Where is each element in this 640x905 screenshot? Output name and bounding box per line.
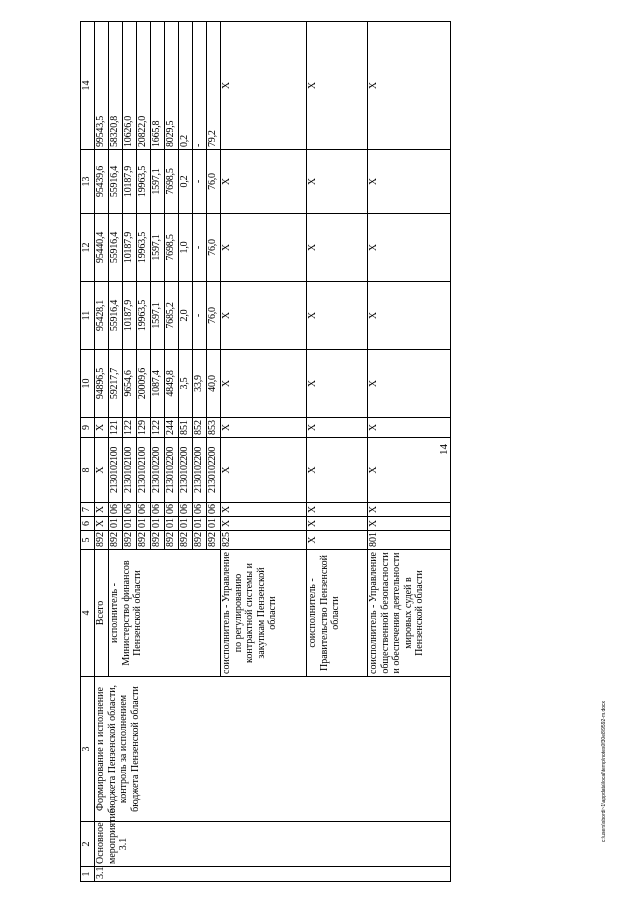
- cell-rz: 01: [207, 517, 221, 531]
- cell-grbs: 892: [123, 531, 137, 550]
- cell-rz: 01: [123, 517, 137, 531]
- cell-csr: X: [368, 438, 451, 503]
- cell-value: 7685,2: [165, 282, 179, 350]
- cell-value: 19963,5: [137, 214, 151, 282]
- cell-vr: X: [95, 418, 109, 438]
- cell-value: X: [368, 282, 451, 350]
- cell-value: 1087,4: [151, 350, 165, 418]
- cell-value: 19963,5: [137, 150, 151, 214]
- cell-vr: X: [221, 418, 307, 438]
- cell-value: 55916,4: [109, 282, 123, 350]
- cell-pr: 06: [165, 503, 179, 517]
- header-col-5: 5: [81, 531, 95, 550]
- cell-value: X: [368, 214, 451, 282]
- cell-csr: 2130102200: [193, 438, 207, 503]
- cell-rz: 01: [179, 517, 193, 531]
- cell-value: 10626,0: [123, 22, 137, 150]
- cell-rz: X: [95, 517, 109, 531]
- cell-value: -: [193, 22, 207, 150]
- cell-rz: 01: [109, 517, 123, 531]
- cell-value: 1665,8: [151, 22, 165, 150]
- cell-value: 95439,6: [95, 150, 109, 214]
- footer-file-path: c:\users\sbordi~1\appdata\local\temp\notes0f30e8\9592-m.docx: [601, 700, 607, 842]
- cell-value: 7698,5: [165, 150, 179, 214]
- cell-value: 76,0: [207, 150, 221, 214]
- cell-value: 59217,7: [109, 350, 123, 418]
- cell-vr: 121: [109, 418, 123, 438]
- activity-name: Формирование и исполнение бюджета Пензенской области, контроль за исполнением бюджета Пензенской области: [95, 677, 451, 822]
- cell-pr: 06: [207, 503, 221, 517]
- cell-grbs: 801: [368, 531, 451, 550]
- cell-pr: 06: [179, 503, 193, 517]
- cell-rz: X: [307, 517, 368, 531]
- cell-csr: X: [307, 438, 368, 503]
- cell-value: 95428,1: [95, 282, 109, 350]
- total-label: Всего: [95, 550, 109, 677]
- header-col-13: 13: [81, 150, 95, 214]
- cell-rz: 01: [193, 517, 207, 531]
- coexecutor-label: соисполнитель - Управление по регулированию контрактной системы и закупкам Пензенской области: [221, 550, 307, 677]
- header-col-2: 2: [81, 822, 95, 867]
- cell-rz: X: [368, 517, 451, 531]
- cell-grbs: 825: [221, 531, 307, 550]
- header-col-14: 14: [81, 22, 95, 150]
- cell-vr: X: [307, 418, 368, 438]
- cell-pr: 06: [193, 503, 207, 517]
- coexecutor-label: соисполнитель - Управление общественной безопасности и обеспечения деятельности мировых судей в Пензенской области: [368, 550, 451, 677]
- cell-vr: X: [368, 418, 451, 438]
- cell-rz: X: [221, 517, 307, 531]
- cell-vr: 852: [193, 418, 207, 438]
- cell-rz: 01: [165, 517, 179, 531]
- cell-value: 55916,4: [109, 150, 123, 214]
- cell-pr: 06: [151, 503, 165, 517]
- cell-grbs: 892: [193, 531, 207, 550]
- cell-grbs: X: [307, 531, 368, 550]
- header-col-4: 4: [81, 550, 95, 677]
- cell-value: 40,0: [207, 350, 221, 418]
- cell-value: -: [193, 282, 207, 350]
- cell-value: 1597,1: [151, 214, 165, 282]
- cell-value: -: [193, 150, 207, 214]
- cell-value: 1597,1: [151, 150, 165, 214]
- cell-value: 10187,9: [123, 282, 137, 350]
- header-col-3: 3: [81, 677, 95, 822]
- cell-value: X: [307, 22, 368, 150]
- cell-value: 33,9: [193, 350, 207, 418]
- cell-pr: X: [368, 503, 451, 517]
- cell-value: X: [221, 150, 307, 214]
- cell-pr: X: [221, 503, 307, 517]
- cell-vr: 244: [165, 418, 179, 438]
- cell-csr: 2130102200: [151, 438, 165, 503]
- column-number-row: [81, 22, 95, 882]
- cell-vr: 853: [207, 418, 221, 438]
- cell-csr: 2130102200: [165, 438, 179, 503]
- cell-grbs: 892: [165, 531, 179, 550]
- cell-value: X: [221, 214, 307, 282]
- cell-value: 76,0: [207, 282, 221, 350]
- cell-vr: 851: [179, 418, 193, 438]
- cell-pr: 06: [137, 503, 151, 517]
- cell-value: 76,0: [207, 214, 221, 282]
- header-col-11: 11: [81, 282, 95, 350]
- cell-grbs: 892: [179, 531, 193, 550]
- cell-value: 0,2: [179, 150, 193, 214]
- header-col-7: 7: [81, 503, 95, 517]
- cell-csr: X: [95, 438, 109, 503]
- header-col-6: 6: [81, 517, 95, 531]
- cell-value: X: [221, 22, 307, 150]
- cell-grbs: 892: [137, 531, 151, 550]
- cell-pr: 06: [109, 503, 123, 517]
- header-col-1: 1: [81, 867, 95, 882]
- cell-value: 7698,5: [165, 214, 179, 282]
- executor-label: исполнитель - Министерство финансов Пензенской области: [109, 550, 221, 677]
- cell-value: 2,0: [179, 282, 193, 350]
- cell-value: 10187,9: [123, 214, 137, 282]
- cell-value: 10187,9: [123, 150, 137, 214]
- cell-value: 20009,6: [137, 350, 151, 418]
- cell-value: -: [193, 214, 207, 282]
- activity-type: Основное мероприятие 3.1: [95, 822, 451, 867]
- cell-vr: 122: [151, 418, 165, 438]
- cell-csr: 2130102100: [109, 438, 123, 503]
- cell-value: 0,2: [179, 22, 193, 150]
- cell-vr: 129: [137, 418, 151, 438]
- cell-pr: 06: [123, 503, 137, 517]
- cell-vr: 122: [123, 418, 137, 438]
- cell-pr: X: [307, 503, 368, 517]
- cell-value: 55916,4: [109, 214, 123, 282]
- cell-grbs: 892: [207, 531, 221, 550]
- cell-grbs: 892: [95, 531, 109, 550]
- header-col-8: 8: [81, 438, 95, 503]
- cell-value: 99543,5: [95, 22, 109, 150]
- header-col-9: 9: [81, 418, 95, 438]
- cell-value: X: [221, 350, 307, 418]
- cell-value: 94896,5: [95, 350, 109, 418]
- cell-value: 1,0: [179, 214, 193, 282]
- row-number: 3.1: [95, 867, 451, 882]
- page-number: 14: [438, 444, 450, 455]
- cell-csr: X: [221, 438, 307, 503]
- cell-value: 79,2: [207, 22, 221, 150]
- cell-rz: 01: [151, 517, 165, 531]
- cell-value: X: [368, 350, 451, 418]
- cell-value: 95440,4: [95, 214, 109, 282]
- cell-grbs: 892: [109, 531, 123, 550]
- rotated-table-container: [80, 22, 585, 882]
- cell-grbs: 892: [151, 531, 165, 550]
- header-col-12: 12: [81, 214, 95, 282]
- cell-value: 3,5: [179, 350, 193, 418]
- cell-value: 1597,1: [151, 282, 165, 350]
- cell-value: 19963,5: [137, 282, 151, 350]
- table-row: [95, 22, 109, 882]
- budget-table: [80, 21, 451, 882]
- cell-rz: 01: [137, 517, 151, 531]
- cell-csr: 2130102200: [207, 438, 221, 503]
- cell-value: 4849,8: [165, 350, 179, 418]
- cell-value: X: [307, 150, 368, 214]
- cell-value: X: [368, 22, 451, 150]
- header-col-10: 10: [81, 350, 95, 418]
- cell-value: X: [368, 150, 451, 214]
- cell-csr: 2130102200: [179, 438, 193, 503]
- cell-value: 58320,8: [109, 22, 123, 150]
- cell-value: X: [307, 350, 368, 418]
- cell-value: X: [307, 214, 368, 282]
- cell-value: 9654,6: [123, 350, 137, 418]
- cell-pr: X: [95, 503, 109, 517]
- cell-value: X: [307, 282, 368, 350]
- cell-value: X: [221, 282, 307, 350]
- cell-value: 20822,0: [137, 22, 151, 150]
- coexecutor-label: соисполнитель - Правительство Пензенской области: [307, 550, 368, 677]
- cell-csr: 2130102100: [123, 438, 137, 503]
- cell-value: 8029,5: [165, 22, 179, 150]
- cell-csr: 2130102100: [137, 438, 151, 503]
